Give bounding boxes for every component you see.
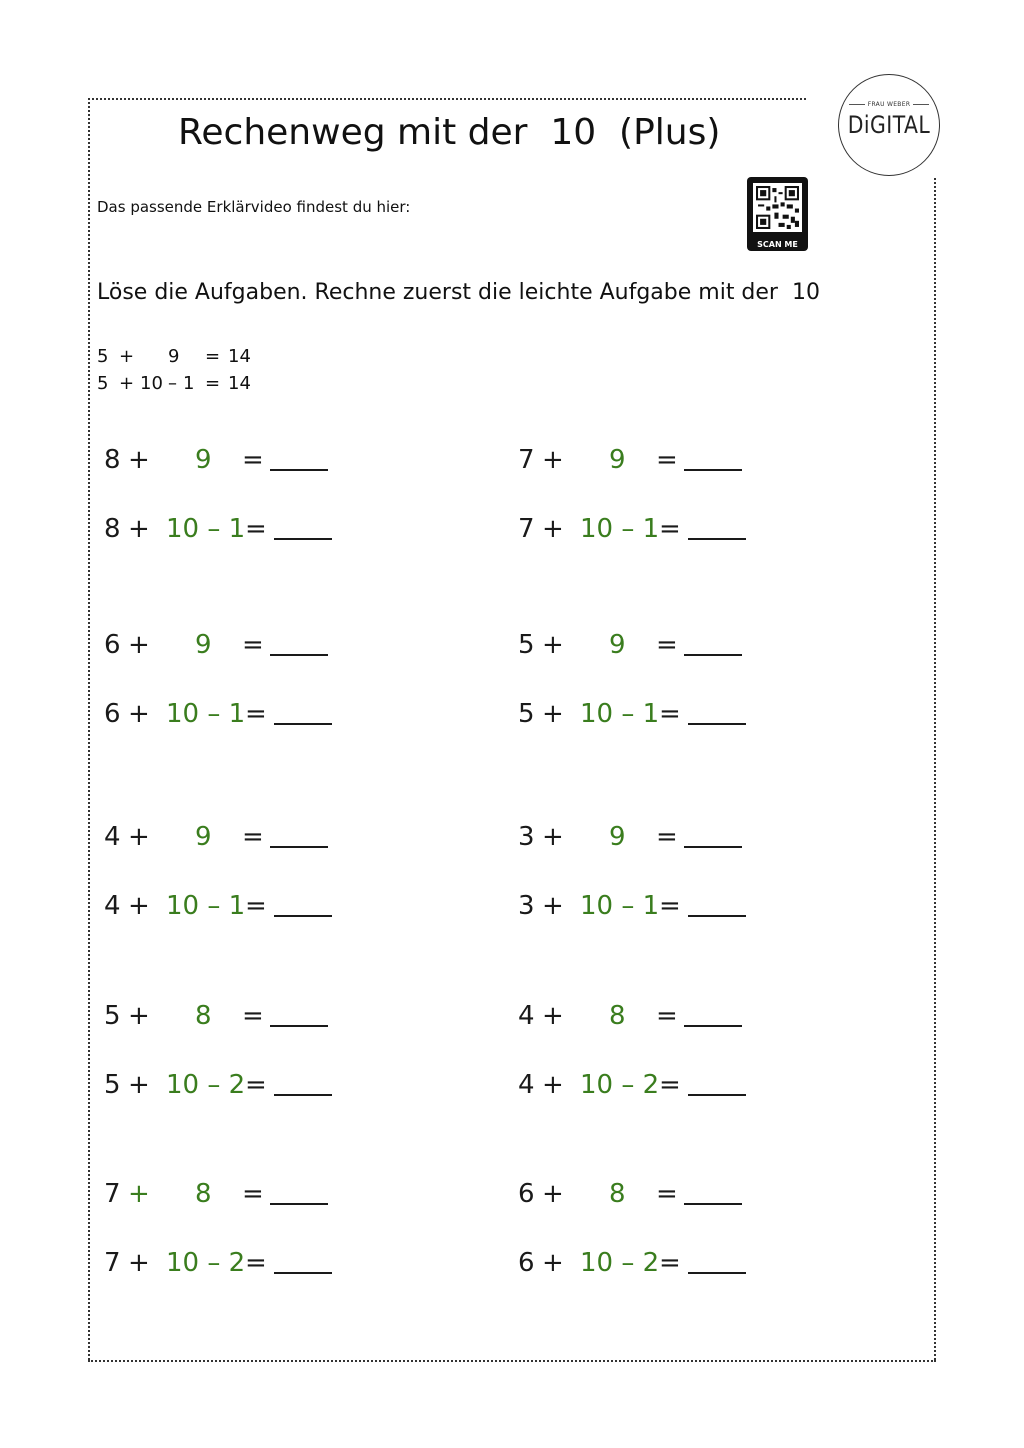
plus-sign: + [542, 514, 564, 544]
logo-main-text: DiGITAL [847, 111, 931, 139]
split-term: 10 – 2 [580, 1070, 660, 1100]
split-term: 10 – 2 [166, 1070, 246, 1100]
split-term: 10 – 1 [580, 514, 660, 544]
equals-sign: = [656, 1001, 678, 1031]
answer-blank[interactable] [688, 1272, 746, 1274]
split-term: 10 – 1 [580, 891, 660, 921]
split-term: 10 – 2 [580, 1248, 660, 1278]
plus-sign: + [542, 445, 564, 475]
plus-sign: + [128, 514, 150, 544]
plus-sign: + [542, 822, 564, 852]
addend-a: 7 [518, 514, 535, 544]
video-hint: Das passende Erklärvideo findest du hier: [97, 198, 411, 216]
addend-b: 8 [195, 1179, 212, 1209]
example-result: 14 [228, 373, 251, 394]
answer-blank[interactable] [684, 654, 742, 656]
equals-sign: = [659, 1248, 681, 1278]
addend-b: 9 [609, 630, 626, 660]
addend-b: 9 [609, 445, 626, 475]
answer-blank[interactable] [684, 846, 742, 848]
addend-a: 5 [104, 1001, 121, 1031]
equals-sign: = [245, 1070, 267, 1100]
split-term: 10 – 2 [166, 1248, 246, 1278]
addend-a: 7 [104, 1179, 121, 1209]
example-term: 9 [168, 346, 180, 367]
example-term: 5 [97, 373, 109, 394]
plus-sign: + [542, 1179, 564, 1209]
answer-blank[interactable] [270, 846, 328, 848]
addend-a: 6 [104, 630, 121, 660]
logo-top-text: FRAU WEBER [839, 101, 939, 108]
example-result: 14 [228, 346, 251, 367]
addend-b: 9 [195, 822, 212, 852]
plus-sign: + [542, 1070, 564, 1100]
equals-sign: = [242, 630, 264, 660]
equals-sign: = [242, 1179, 264, 1209]
answer-blank[interactable] [274, 538, 332, 540]
plus-sign: + [128, 822, 150, 852]
split-term: 10 – 1 [166, 699, 246, 729]
plus-sign: + [128, 1179, 150, 1209]
plus-sign: + [128, 1001, 150, 1031]
equals-sign: = [245, 699, 267, 729]
addend-a: 3 [518, 822, 535, 852]
answer-blank[interactable] [684, 1025, 742, 1027]
plus-sign: + [128, 1248, 150, 1278]
example-equals: = [205, 346, 221, 367]
addend-a: 8 [104, 514, 121, 544]
plus-sign: + [542, 1248, 564, 1278]
addend-b: 8 [609, 1179, 626, 1209]
equals-sign: = [656, 445, 678, 475]
addend-a: 6 [518, 1248, 535, 1278]
equals-sign: = [659, 891, 681, 921]
answer-blank[interactable] [684, 1203, 742, 1205]
equals-sign: = [242, 822, 264, 852]
plus-sign: + [542, 891, 564, 921]
answer-blank[interactable] [274, 915, 332, 917]
addend-a: 8 [104, 445, 121, 475]
frame-left-border [88, 98, 90, 1360]
plus-sign: + [542, 699, 564, 729]
addend-a: 7 [518, 445, 535, 475]
brand-logo [838, 74, 940, 176]
equals-sign: = [242, 445, 264, 475]
plus-sign: + [542, 1001, 564, 1031]
equals-sign: = [242, 1001, 264, 1031]
answer-blank[interactable] [688, 1094, 746, 1096]
split-term: 10 – 1 [166, 514, 246, 544]
answer-blank[interactable] [274, 1272, 332, 1274]
equals-sign: = [245, 514, 267, 544]
addend-a: 6 [104, 699, 121, 729]
plus-sign: + [128, 699, 150, 729]
addend-a: 3 [518, 891, 535, 921]
addend-a: 4 [104, 891, 121, 921]
example-equals: = [205, 373, 221, 394]
plus-sign: + [128, 445, 150, 475]
equals-sign: = [659, 1070, 681, 1100]
plus-sign: + [542, 630, 564, 660]
equals-sign: = [659, 699, 681, 729]
addend-a: 4 [518, 1070, 535, 1100]
qr-pattern-icon [756, 186, 799, 229]
example-operator: + [119, 346, 135, 367]
addend-a: 5 [518, 630, 535, 660]
plus-sign: + [128, 630, 150, 660]
equals-sign: = [656, 1179, 678, 1209]
plus-sign: + [128, 891, 150, 921]
answer-blank[interactable] [688, 723, 746, 725]
equals-sign: = [245, 891, 267, 921]
qr-label: SCAN ME [757, 240, 798, 249]
split-term: 10 – 1 [580, 699, 660, 729]
equals-sign: = [656, 822, 678, 852]
answer-blank[interactable] [274, 1094, 332, 1096]
example-term: 10 [140, 373, 163, 394]
addend-b: 9 [609, 822, 626, 852]
example-operator: + [119, 373, 135, 394]
equals-sign: = [659, 514, 681, 544]
addend-a: 5 [104, 1070, 121, 1100]
frame-right-border [934, 178, 936, 1360]
answer-blank[interactable] [684, 469, 742, 471]
answer-blank[interactable] [274, 723, 332, 725]
addend-a: 6 [518, 1179, 535, 1209]
example-line-1 [97, 346, 297, 370]
frame-bottom-border [88, 1360, 936, 1362]
answer-blank[interactable] [270, 1025, 328, 1027]
instruction-text: Löse die Aufgaben. Rechne zuerst die leichte Aufgabe mit der 10 [97, 280, 820, 305]
split-term: 10 – 1 [166, 891, 246, 921]
page-title: Rechenweg mit der 10 (Plus) [178, 112, 721, 153]
addend-b: 9 [195, 445, 212, 475]
qr-code-icon[interactable] [747, 177, 808, 251]
equals-sign: = [245, 1248, 267, 1278]
addend-b: 8 [609, 1001, 626, 1031]
answer-blank[interactable] [270, 654, 328, 656]
addend-b: 8 [195, 1001, 212, 1031]
answer-blank[interactable] [270, 469, 328, 471]
addend-a: 5 [518, 699, 535, 729]
equals-sign: = [656, 630, 678, 660]
example-term: 5 [97, 346, 109, 367]
answer-blank[interactable] [270, 1203, 328, 1205]
addend-b: 9 [195, 630, 212, 660]
example-operator: – [168, 373, 177, 394]
plus-sign: + [128, 1070, 150, 1100]
answer-blank[interactable] [688, 915, 746, 917]
answer-blank[interactable] [688, 538, 746, 540]
example-term: 1 [183, 373, 195, 394]
frame-top-border [88, 98, 806, 100]
example-line-2 [97, 373, 297, 397]
addend-a: 4 [518, 1001, 535, 1031]
addend-a: 7 [104, 1248, 121, 1278]
addend-a: 4 [104, 822, 121, 852]
